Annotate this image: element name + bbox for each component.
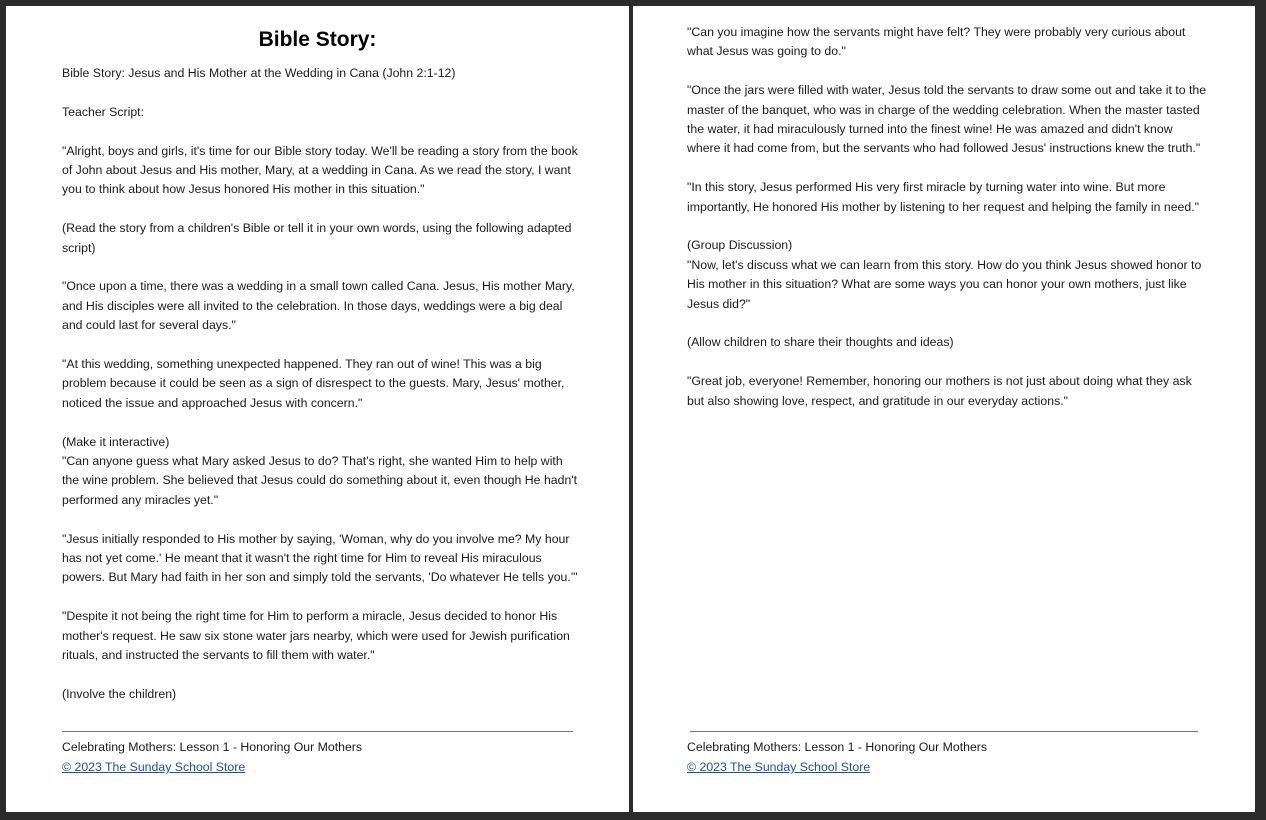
paragraph: "Alright, boys and girls, it's time for our Bible story today. We'll be reading a story from the book of John about Jesus and His mother, Mary, at a wedding in Cana. As we read the story, I want you to think about how Jesus honored His mother in this situation." <box>62 143 578 197</box>
stage-direction: (Involve the children) <box>62 686 177 701</box>
paragraph: "Can anyone guess what Mary asked Jesus to do? That's right, she wanted Him to help with the wine problem. She believed that Jesus could do something about it, even though He hadn't performed any miracles yet." <box>62 454 578 507</box>
stage-direction: (Allow children to share their thoughts and ideas) <box>687 335 954 350</box>
paragraph: "Now, let's discuss what we can learn from this story. How do you think Jesus showed honor to His mother in this situation? What are some ways you can honor your own mothers, just like Jesus did?" <box>687 257 1202 311</box>
stage-direction: (Make it interactive) <box>62 434 170 449</box>
paragraph: "At this wedding, something unexpected happened. They ran out of wine! This was a big problem because it could be seen as a sign of disrespect to the guests. Mary, Jesus' mother, noticed the issue and approached Jesus with concern." <box>62 357 565 410</box>
paragraph: "Great job, everyone! Remember, honoring our mothers is not just about doing what they ask but also showing love, respect, and gratitude in our everyday actions." <box>687 374 1192 408</box>
paragraph: "Once upon a time, there was a wedding in a small town called Cana. Jesus, His mother Mary, and His disciples were all invited to the celebration. In those days, weddings were a big deal and could last for several days." <box>62 279 575 333</box>
paragraph: "Despite it not being the right time for Him to perform a miracle, Jesus decided to honor His mother's request. He saw six stone water jars nearby, which were used for Jewish purification rituals, and instructed the servants to fill them with water." <box>62 609 570 663</box>
paragraph: "Once the jars were filled with water, Jesus told the servants to draw some out and take it to the master of the banquet, who was in charge of the wedding celebration. When the master tasted the water, it had miraculously turned into the finest wine! He was amazed and didn't know where it had come from, but the servants who had followed Jesus' instructions knew the truth." <box>687 83 1207 156</box>
stage-direction: (Group Discussion) <box>687 238 793 253</box>
paragraph: Teacher Script: <box>62 104 145 119</box>
page-footer <box>687 737 987 777</box>
document-page-left <box>6 6 629 812</box>
page-footer <box>62 737 362 777</box>
paragraph: "Can you imagine how the servants might have felt? They were probably very curious about what Jesus was going to do." <box>687 25 1186 59</box>
copyright-link[interactable]: © 2023 The Sunday School Store <box>687 760 871 774</box>
footer-lesson-text: Celebrating Mothers: Lesson 1 - Honoring Our Mothers <box>62 740 363 754</box>
footer-divider <box>690 731 1198 732</box>
footer-divider <box>62 731 573 732</box>
footer-lesson-text: Celebrating Mothers: Lesson 1 - Honoring Our Mothers <box>687 740 988 754</box>
page-content <box>687 23 1207 430</box>
page-content <box>62 64 582 704</box>
page-title: Bible Story: <box>258 28 377 51</box>
paragraph: "In this story, Jesus performed His very first miracle by turning water into wine. But more importantly, He honored His mother by listening to her request and helping the family in need." <box>687 180 1200 214</box>
document-page-right <box>633 6 1255 812</box>
paragraph: (Read the story from a children's Bible or tell it in your own words, using the following adapted script) <box>62 221 572 255</box>
paragraph: "Jesus initially responded to His mother by saying, 'Woman, why do you involve me? My hour has not yet come.' He meant that it wasn't the right time for Him to reveal His miraculous powers. But Mary had faith in her son and simply told the servants, 'Do whatever He tells you.'" <box>62 531 578 585</box>
copyright-link[interactable]: © 2023 The Sunday School Store <box>62 760 246 774</box>
story-heading: Bible Story: Jesus and His Mother at the Wedding in Cana (John 2:1-12) <box>62 66 456 80</box>
